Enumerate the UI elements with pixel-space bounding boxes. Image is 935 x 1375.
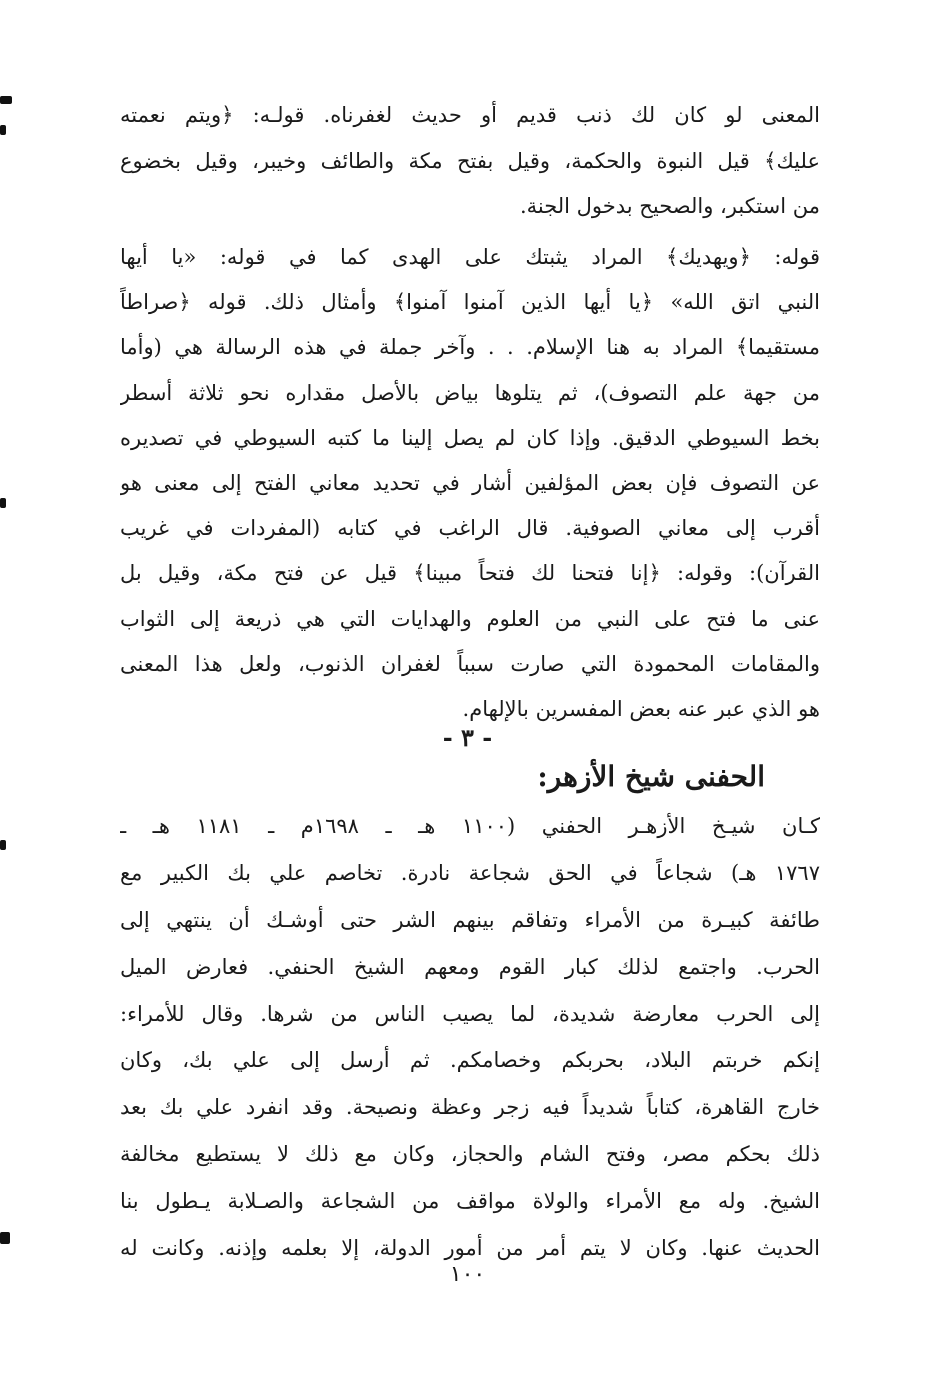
text-line: والمقامات المحمودة التي صارت سبباً لغفران الذنوب، ولعل هذا المعنى [120, 651, 820, 676]
text-line: عن التصوف فإن بعض المؤلفين أشار في تحديد معاني الفتح إلى معنى هو [120, 470, 820, 495]
text-line: بخط السيوطي الدقيق. وإذا كان لم يصل إلينا ما كتبه السيوطي في تصديره [120, 425, 820, 450]
text-line: إنكم خربتم البلاد، بحربكم وخصامكم. ثم أرسل إلى علي بك، وكان [120, 1048, 820, 1073]
text-line: إلى الحرب معارضة شديدة، لما يصيب الناس من شرها. وقال للأمراء: [120, 1001, 820, 1026]
text-line: قوله: ﴿ويهديك﴾ المراد يثبتك على الهدى كما في قوله: «يا أيها [120, 245, 820, 269]
text-line: أقرب إلى معاني الصوفية. قال الراغب في كتابه (المفردات في غريب [120, 516, 820, 541]
section-number: - ٣ - [442, 723, 493, 752]
text-line: عليك﴾ قيل النبوة والحكمة، وقيل بفتح مكة والطائف وخيبر، وقيل بخضوع [120, 148, 820, 173]
scan-edge-mark [0, 96, 12, 104]
paragraph-1 [120, 93, 820, 230]
text-line: عنى ما فتح على النبي من العلوم والهدايات التي هي ذريعة إلى الثواب [120, 606, 820, 631]
text-line: ذلك بحكم مصر، وفتح الشام والحجاز، وكان مع ذلك لا يستطيع مخالفة [120, 1142, 820, 1167]
text-line: الحديث عنها. وكان لا يتم أمر من أمور الدولة، إلا بعلمه وإذنه. وكانت له [120, 1236, 820, 1261]
paragraph-3 [120, 803, 820, 1272]
text-line: هو الذي عبر عنه بعض المفسرين بالإلهام. [462, 696, 820, 721]
scan-edge-mark [0, 840, 6, 850]
page-number: ١٠٠ [449, 1262, 486, 1287]
text-line: النبي اتق الله» ﴿يا أيها الذين آمنوا آمنوا﴾ وأمثال ذلك. قوله ﴿صراطاً [120, 290, 820, 315]
text-line: المعنى لو كان لك ذنب قديم أو حديث لغفرناه. قولـه: ﴿ويتم نعمته [120, 103, 820, 127]
scan-edge-mark [0, 1232, 10, 1244]
text-line: كـان شيـخ الأزهـر الحفني (١١٠٠ هـ ـ ١٦٩٨م ـ ١١٨١ هـ ـ [120, 814, 820, 838]
scan-edge-mark [0, 125, 6, 135]
section-heading: الحفنى شيخ الأزهر: [537, 760, 765, 793]
paragraph-2 [120, 235, 820, 732]
text-line: من استكبر، والصحيح بدخول الجنة. [519, 194, 820, 218]
text-line: الشيخ. وله مع الأمراء والولاة مواقف من الشجاعة والصـلابة يـطول بنا [120, 1189, 820, 1214]
text-line: مستقيما﴾ المراد به هنا الإسلام. . . وآخر جملة في هذه الرسالة هي (وأما [120, 335, 820, 360]
text-line: الحرب. واجتمع لذلك كبار القوم ومعهم الشيخ الحنفي. فعارض الميل [120, 954, 820, 979]
text-line: القرآن): وقوله: ﴿إنا فتحنا لك فتحاً مبينا﴾ قيل عن فتح مكة، وقيل بل [120, 561, 820, 586]
scan-edge-mark [0, 498, 6, 508]
text-line: خارج القاهرة، كتاباً شديداً فيه زجر وعظة ونصيحة. وقد انفرد علي بك بعد [120, 1095, 820, 1120]
text-line: ١٧٦٧ هـ) شجاعاً في الحق شجاعة نادرة. تخاصم علي بك الكبير مع [120, 860, 820, 885]
text-line: طائفة كبيـرة من الأمراء وتفاقم بينهم الشر حتى أوشـك أن ينتهي إلى [120, 907, 820, 932]
text-line: من جهة علم التصوف)، ثم يتلوها بياض بالأصل مقداره نحو ثلاثة أسطر [120, 380, 820, 405]
